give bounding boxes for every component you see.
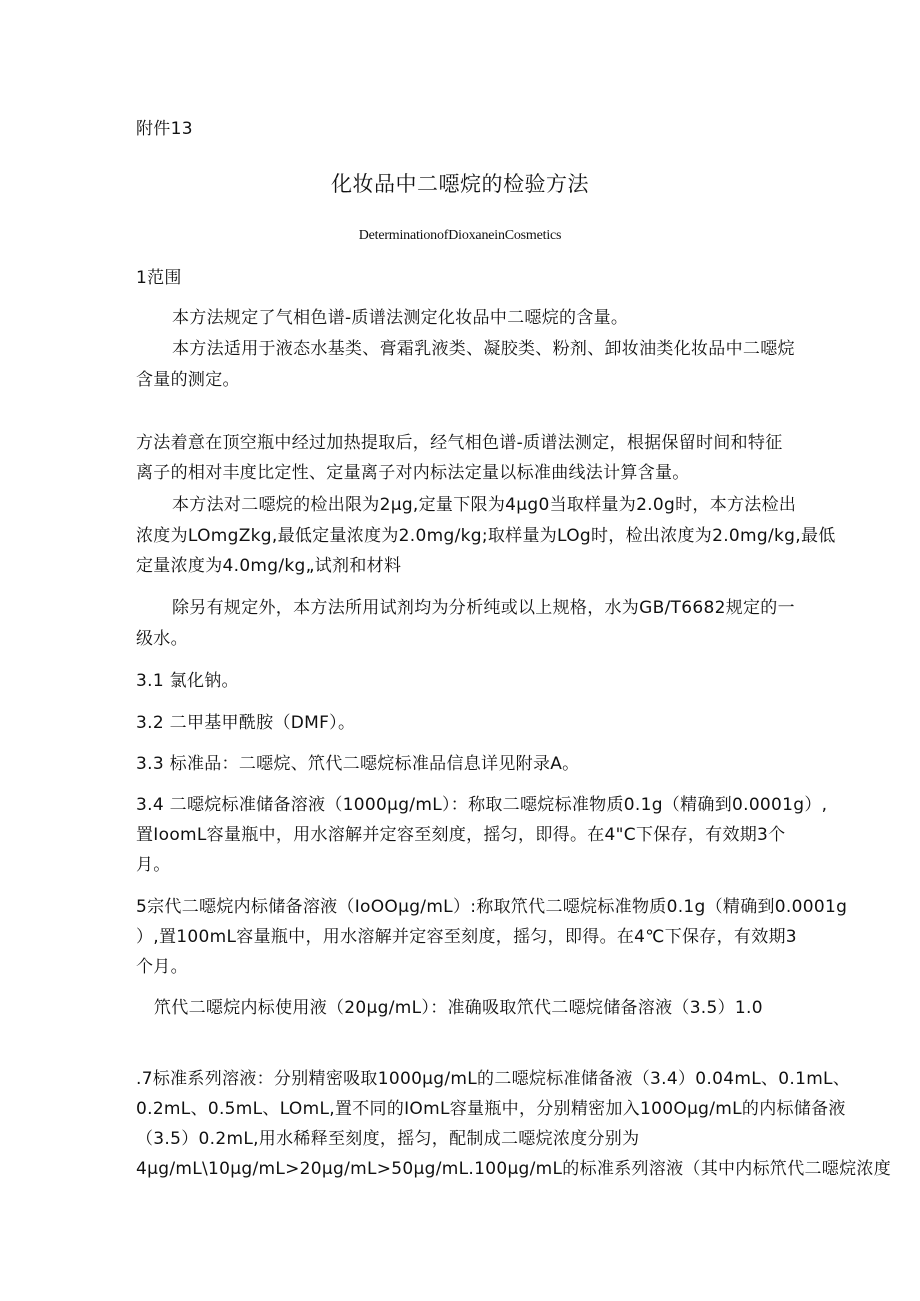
attachment-label: 附件13 — [136, 119, 193, 139]
paragraph-line: 置IoomL容量瓶中，用水溶解并定容至刻度，摇匀，即得。在4"C下保存，有效期3个 — [136, 825, 786, 845]
paragraph-line: 个月。 — [136, 957, 188, 977]
paragraph-line: ）,置100mL容量瓶中，用水溶解并定容至刻度，摇匀，即得。在4℃下保存，有效期3 — [136, 927, 797, 947]
paragraph-line: 4μg/mL\10μg/mL>20μg/mL>50μg/mL.100μg/mL的标准系列溶液（其中内标笊代二噁烷浓度 — [136, 1159, 892, 1179]
paragraph-line: 本方法适用于液态水基类、膏霜乳液类、凝胶类、粉剂、卸妆油类化妆品中二噁烷 — [172, 339, 795, 359]
list-item-3-6: 笊代二噁烷内标使用液（20μg/mL）：准确吸取笊代二噁烷储备溶液（3.5）1.0 — [154, 998, 763, 1018]
list-item-3-1: 3.1 氯化钠。 — [136, 671, 239, 691]
paragraph-line: 含量的测定。 — [136, 370, 240, 390]
list-item-3-4: 3.4 二噁烷标准储备溶液（1000μg/mL）：称取二噁烷标准物质0.1g（精确到0.0001g）, — [136, 795, 828, 815]
paragraph-line: 定量浓度为4.0mg/kg„试剂和材料 — [136, 556, 402, 576]
paragraph-line: （3.5）0.2mL,用水稀释至刻度，摇匀，配制成二噁烷浓度分别为 — [136, 1129, 640, 1149]
paragraph-line: 级水。 — [136, 629, 188, 649]
paragraph-line: 0.2mL、0.5mL、LOmL,置不同的IOmL容量瓶中，分别精密加入100Oμg/mL的内标储备液 — [136, 1099, 846, 1119]
paragraph-line: 浓度为LOmgZkg,最低定量浓度为2.0mg/kg;取样量为LOg时，检出浓度为2.0mg/kg,最低 — [136, 526, 836, 546]
document-title: 化妆品中二噁烷的检验方法 — [331, 172, 589, 196]
section-heading-scope: 1范围 — [136, 268, 182, 288]
document-subtitle: DeterminationofDioxaneinCosmetics — [358, 228, 562, 243]
paragraph-line: 本方法对二噁烷的检出限为2μg,定量下限为4μg0当取样量为2.0g时，本方法检出 — [172, 495, 797, 515]
paragraph-line: 方法着意在顶空瓶中经过加热提取后，经气相色谱-质谱法测定，根据保留时间和特征 — [136, 433, 783, 453]
list-item-3-3: 3.3 标准品：二噁烷、笊代二噁烷标准品信息详见附录A。 — [136, 754, 580, 774]
paragraph-line: 除另有规定外，本方法所用试剂均为分析纯或以上规格，水为GB/T6682规定的一 — [172, 598, 795, 618]
list-item-3-5: 5宗代二噁烷内标储备溶液（IoOOμg/mL）:称取笊代二噁烷标准物质0.1g（精确到0.0001g — [136, 897, 848, 917]
paragraph-line: 本方法规定了气相色谱-质谱法测定化妆品中二噁烷的含量。 — [172, 308, 629, 328]
list-item-3-7: .7标准系列溶液：分别精密吸取1000μg/mL的二噁烷标准储备液（3.4）0.04mL、0.1mL、 — [136, 1069, 851, 1089]
paragraph-line: 离子的相对丰度比定性、定量离子对内标法定量以标准曲线法计算含量。 — [136, 463, 690, 483]
list-item-3-2: 3.2 二甲基甲酰胺（DMF）。 — [136, 713, 356, 733]
paragraph-line: 月。 — [136, 855, 171, 875]
